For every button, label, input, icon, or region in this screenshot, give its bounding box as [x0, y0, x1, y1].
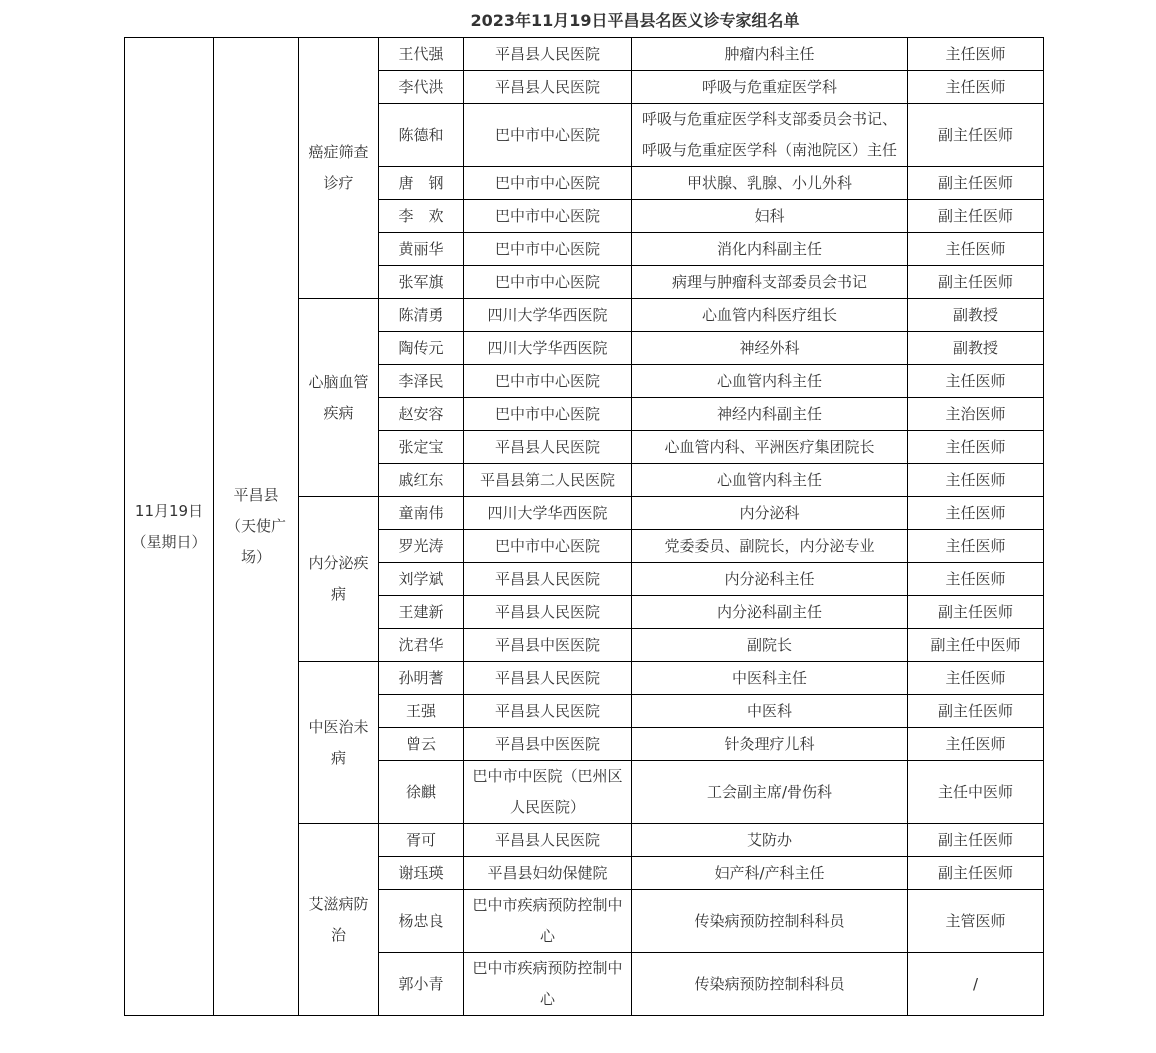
- page-title: 2023年11月19日平昌县名医义诊专家组名单: [470, 11, 800, 30]
- expert-position-cell: 党委委员、副院长，内分泌专业: [632, 530, 908, 563]
- expert-title-cell: 副主任医师: [908, 596, 1044, 629]
- expert-name-cell: 张军旗: [379, 266, 464, 299]
- expert-hospital-cell: 巴中市中心医院: [464, 398, 632, 431]
- expert-hospital-cell: 巴中市中心医院: [464, 266, 632, 299]
- expert-hospital-cell: 四川大学华西医院: [464, 299, 632, 332]
- expert-hospital-cell: 巴中市中心医院: [464, 233, 632, 266]
- roster-body: [125, 38, 1044, 1016]
- expert-hospital-cell: 平昌县妇幼保健院: [464, 857, 632, 890]
- expert-hospital-cell: 巴中市疾病预防控制中心: [464, 890, 632, 953]
- expert-position-cell: 心血管内科主任: [632, 365, 908, 398]
- expert-position-cell: 针灸理疗儿科: [632, 728, 908, 761]
- expert-title-cell: 副主任医师: [908, 824, 1044, 857]
- expert-title-cell: 副主任中医师: [908, 629, 1044, 662]
- expert-position-cell: 心血管内科主任: [632, 464, 908, 497]
- expert-title-cell: /: [908, 953, 1044, 1016]
- expert-name-cell: 张定宝: [379, 431, 464, 464]
- date-cell: 11月19日（星期日）: [125, 38, 214, 1016]
- expert-title-cell: 主任医师: [908, 497, 1044, 530]
- expert-position-cell: 中医科主任: [632, 662, 908, 695]
- venue-cell: 平昌县（天使广场）: [214, 38, 299, 1016]
- expert-title-cell: 副主任医师: [908, 695, 1044, 728]
- expert-name-cell: 郭小青: [379, 953, 464, 1016]
- expert-position-cell: 呼吸与危重症医学科支部委员会书记、呼吸与危重症医学科（南池院区）主任: [632, 104, 908, 167]
- expert-name-cell: 唐 钢: [379, 167, 464, 200]
- expert-hospital-cell: 平昌县人民医院: [464, 662, 632, 695]
- expert-name-cell: 戚红东: [379, 464, 464, 497]
- expert-name-cell: 曾云: [379, 728, 464, 761]
- expert-title-cell: 主任医师: [908, 464, 1044, 497]
- expert-hospital-cell: 平昌县人民医院: [464, 563, 632, 596]
- expert-position-cell: 神经外科: [632, 332, 908, 365]
- expert-title-cell: 副主任医师: [908, 200, 1044, 233]
- expert-title-cell: 主任医师: [908, 662, 1044, 695]
- expert-name-cell: 童南伟: [379, 497, 464, 530]
- expert-title-cell: 副主任医师: [908, 167, 1044, 200]
- expert-hospital-cell: 巴中市中心医院: [464, 167, 632, 200]
- expert-hospital-cell: 平昌县中医医院: [464, 629, 632, 662]
- expert-position-cell: 神经内科副主任: [632, 398, 908, 431]
- expert-hospital-cell: 平昌县中医医院: [464, 728, 632, 761]
- department-cell: 内分泌疾病: [299, 497, 379, 662]
- expert-hospital-cell: 平昌县人民医院: [464, 824, 632, 857]
- expert-position-cell: 艾防办: [632, 824, 908, 857]
- expert-name-cell: 李 欢: [379, 200, 464, 233]
- expert-name-cell: 赵安容: [379, 398, 464, 431]
- expert-position-cell: 心血管内科医疗组长: [632, 299, 908, 332]
- expert-name-cell: 刘学斌: [379, 563, 464, 596]
- expert-name-cell: 李泽民: [379, 365, 464, 398]
- expert-title-cell: 主任医师: [908, 71, 1044, 104]
- expert-title-cell: 主任医师: [908, 365, 1044, 398]
- expert-name-cell: 杨忠良: [379, 890, 464, 953]
- expert-hospital-cell: 平昌县人民医院: [464, 695, 632, 728]
- expert-hospital-cell: 巴中市中心医院: [464, 200, 632, 233]
- expert-position-cell: 呼吸与危重症医学科: [632, 71, 908, 104]
- expert-position-cell: 妇产科/产科主任: [632, 857, 908, 890]
- expert-title-cell: 主管医师: [908, 890, 1044, 953]
- expert-position-cell: 内分泌科: [632, 497, 908, 530]
- department-cell: 艾滋病防治: [299, 824, 379, 1016]
- expert-hospital-cell: 巴中市中心医院: [464, 104, 632, 167]
- expert-name-cell: 谢珏瑛: [379, 857, 464, 890]
- expert-name-cell: 陈德和: [379, 104, 464, 167]
- department-cell: 中医治未病: [299, 662, 379, 824]
- expert-position-cell: 传染病预防控制科科员: [632, 953, 908, 1016]
- expert-position-cell: 心血管内科、平洲医疗集团院长: [632, 431, 908, 464]
- expert-name-cell: 王强: [379, 695, 464, 728]
- table-row: [125, 38, 1044, 71]
- expert-name-cell: 黄丽华: [379, 233, 464, 266]
- expert-title-cell: 主任医师: [908, 431, 1044, 464]
- expert-title-cell: 主任医师: [908, 563, 1044, 596]
- expert-position-cell: 内分泌科副主任: [632, 596, 908, 629]
- expert-hospital-cell: 平昌县第二人民医院: [464, 464, 632, 497]
- expert-name-cell: 陈清勇: [379, 299, 464, 332]
- expert-position-cell: 中医科: [632, 695, 908, 728]
- expert-position-cell: 甲状腺、乳腺、小儿外科: [632, 167, 908, 200]
- expert-position-cell: 妇科: [632, 200, 908, 233]
- expert-hospital-cell: 巴中市疾病预防控制中心: [464, 953, 632, 1016]
- expert-hospital-cell: 四川大学华西医院: [464, 332, 632, 365]
- expert-position-cell: 内分泌科主任: [632, 563, 908, 596]
- expert-name-cell: 罗光涛: [379, 530, 464, 563]
- expert-title-cell: 主任中医师: [908, 761, 1044, 824]
- expert-title-cell: 主任医师: [908, 233, 1044, 266]
- expert-name-cell: 王建新: [379, 596, 464, 629]
- expert-name-cell: 王代强: [379, 38, 464, 71]
- expert-hospital-cell: 平昌县人民医院: [464, 596, 632, 629]
- expert-position-cell: 病理与肿瘤科支部委员会书记: [632, 266, 908, 299]
- expert-name-cell: 李代洪: [379, 71, 464, 104]
- expert-name-cell: 胥可: [379, 824, 464, 857]
- expert-title-cell: 副主任医师: [908, 104, 1044, 167]
- expert-name-cell: 沈君华: [379, 629, 464, 662]
- expert-position-cell: 消化内科副主任: [632, 233, 908, 266]
- expert-title-cell: 主治医师: [908, 398, 1044, 431]
- expert-hospital-cell: 巴中市中心医院: [464, 365, 632, 398]
- department-cell: 癌症筛查诊疗: [299, 38, 379, 299]
- expert-title-cell: 副教授: [908, 299, 1044, 332]
- expert-hospital-cell: 平昌县人民医院: [464, 431, 632, 464]
- expert-position-cell: 工会副主席/骨伤科: [632, 761, 908, 824]
- expert-position-cell: 副院长: [632, 629, 908, 662]
- expert-title-cell: 主任医师: [908, 530, 1044, 563]
- expert-name-cell: 徐麒: [379, 761, 464, 824]
- expert-name-cell: 陶传元: [379, 332, 464, 365]
- expert-title-cell: 主任医师: [908, 728, 1044, 761]
- expert-hospital-cell: 平昌县人民医院: [464, 71, 632, 104]
- expert-title-cell: 副教授: [908, 332, 1044, 365]
- expert-hospital-cell: 四川大学华西医院: [464, 497, 632, 530]
- expert-hospital-cell: 巴中市中医院（巴州区人民医院）: [464, 761, 632, 824]
- expert-hospital-cell: 平昌县人民医院: [464, 38, 632, 71]
- expert-hospital-cell: 巴中市中心医院: [464, 530, 632, 563]
- expert-title-cell: 副主任医师: [908, 266, 1044, 299]
- department-cell: 心脑血管疾病: [299, 299, 379, 497]
- expert-position-cell: 肿瘤内科主任: [632, 38, 908, 71]
- expert-roster-table: [124, 37, 1044, 1016]
- expert-title-cell: 主任医师: [908, 38, 1044, 71]
- expert-title-cell: 副主任医师: [908, 857, 1044, 890]
- expert-name-cell: 孙明蓍: [379, 662, 464, 695]
- expert-position-cell: 传染病预防控制科科员: [632, 890, 908, 953]
